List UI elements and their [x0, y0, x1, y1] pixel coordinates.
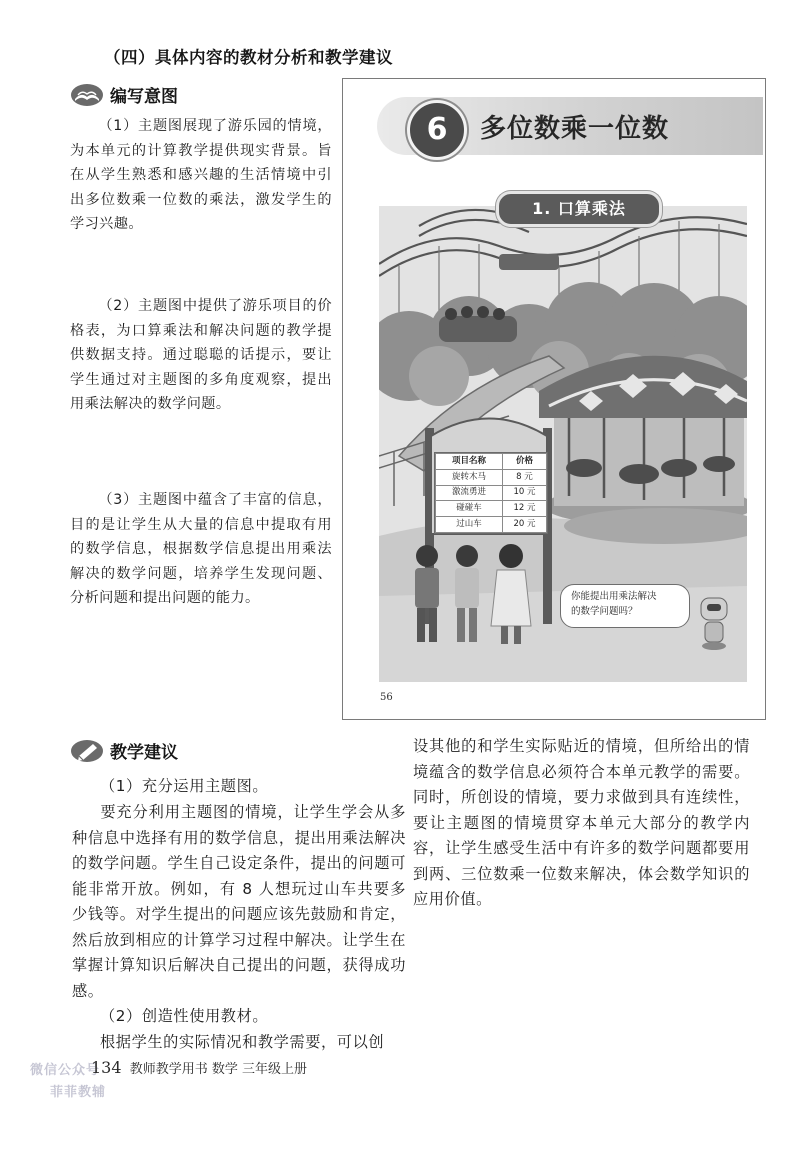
header-item-name: 项目名称: [436, 454, 503, 470]
header-price: 价格: [502, 454, 546, 470]
chapter-number: 6: [407, 100, 467, 160]
suggestion-paragraph-1: 要充分利用主题图的情境，让学生学会从多种信息中选择有用的数学信息，提出用乘法解决的数学问题。学生自己设定条件，提出的问题可能非常开放。例如，有 8 人想玩过山车共要多少钱等。对学生提出的问题应该先鼓励和肯定，然后放到相应的计算学习过程中解决。让学生在掌握计算知识后解决自己提出的问题，获得成功感。: [72, 803, 406, 1000]
suggestions-heading: [70, 738, 178, 763]
ride-name: 激流勇进: [436, 485, 503, 501]
speech-line-1: 你能提出用乘法解决: [571, 591, 657, 602]
intent-heading: [70, 82, 178, 107]
ride-price: 10 元: [502, 485, 546, 501]
ride-price: 12 元: [502, 501, 546, 517]
watermark-line-2: 菲菲教辅: [50, 1085, 107, 1100]
suggestion-item-1: （1）充分运用主题图。: [100, 777, 269, 795]
intent-heading-label: 编写意图: [110, 87, 178, 107]
price-row: [436, 501, 547, 517]
price-row: [436, 517, 547, 533]
suggestion-paragraph-2-start: 根据学生的实际情况和教学需要，可以创: [100, 1033, 385, 1051]
intent-paragraph-1: （1）主题图展现了游乐园的情境，为本单元的计算教学提供现实背景。旨在从学生熟悉和感兴趣的生活情境中引出多位数乘一位数的乘法，激发学生的学习兴趣。: [70, 118, 332, 232]
page-number: 134: [91, 1058, 122, 1077]
suggestion-paragraph-2-continued: 设其他的和学生实际贴近的情境，但所给出的情境蕴含的数学信息必须符合本单元教学的需要。同时，所创设的情境，要力求做到具有连续性，要让主题图的情境贯穿本单元大部分的教学内容，让学生感受生活中有许多的数学问题都要用到两、三位数乘一位数来解决，体会数学知识的应用价值。: [413, 737, 750, 908]
ride-name: 碰碰车: [436, 501, 503, 517]
price-row: [436, 485, 547, 501]
watermark-line-1: 微信公众号: [30, 1063, 101, 1078]
price-table: [434, 452, 548, 534]
chapter-title: 多位数乘一位数: [480, 114, 670, 144]
ride-price: 20 元: [502, 517, 546, 533]
speech-bubble: [560, 584, 690, 628]
speech-line-2: 的数学问题吗？: [571, 606, 638, 617]
textbook-page-number: 56: [380, 692, 393, 703]
price-table-header: [436, 454, 547, 470]
ride-name: 旋转木马: [436, 469, 503, 485]
price-row: [436, 469, 547, 485]
section-title: （四）具体内容的教材分析和教学建议: [104, 48, 393, 67]
suggestions-heading-label: 教学建议: [110, 743, 178, 763]
ride-name: 过山车: [436, 517, 503, 533]
book-title: 教师教学用书 数学 三年级上册: [129, 1062, 307, 1077]
intent-paragraph-3: （3）主题图中蕴含了丰富的信息，目的是让学生从大量的信息中提取有用的数学信息，根据数学信息提出用乘法解决的数学问题，培养学生发现问题、分析问题和提出问题的能力。: [70, 492, 332, 606]
pen-icon: [70, 739, 104, 763]
open-book-icon: [70, 83, 104, 107]
page-footer: [91, 1058, 307, 1077]
suggestion-item-2: （2）创造性使用教材。: [100, 1007, 269, 1025]
textbook-section-title: 1. 口算乘法: [496, 191, 662, 227]
ride-price: 8 元: [502, 469, 546, 485]
intent-paragraph-2: （2）主题图中提供了游乐项目的价格表，为口算乘法和解决问题的教学提供数据支持。通过聪聪的话提示，要让学生通过对主题图的多角度观察，提出用乘法解决的数学问题。: [70, 298, 332, 412]
